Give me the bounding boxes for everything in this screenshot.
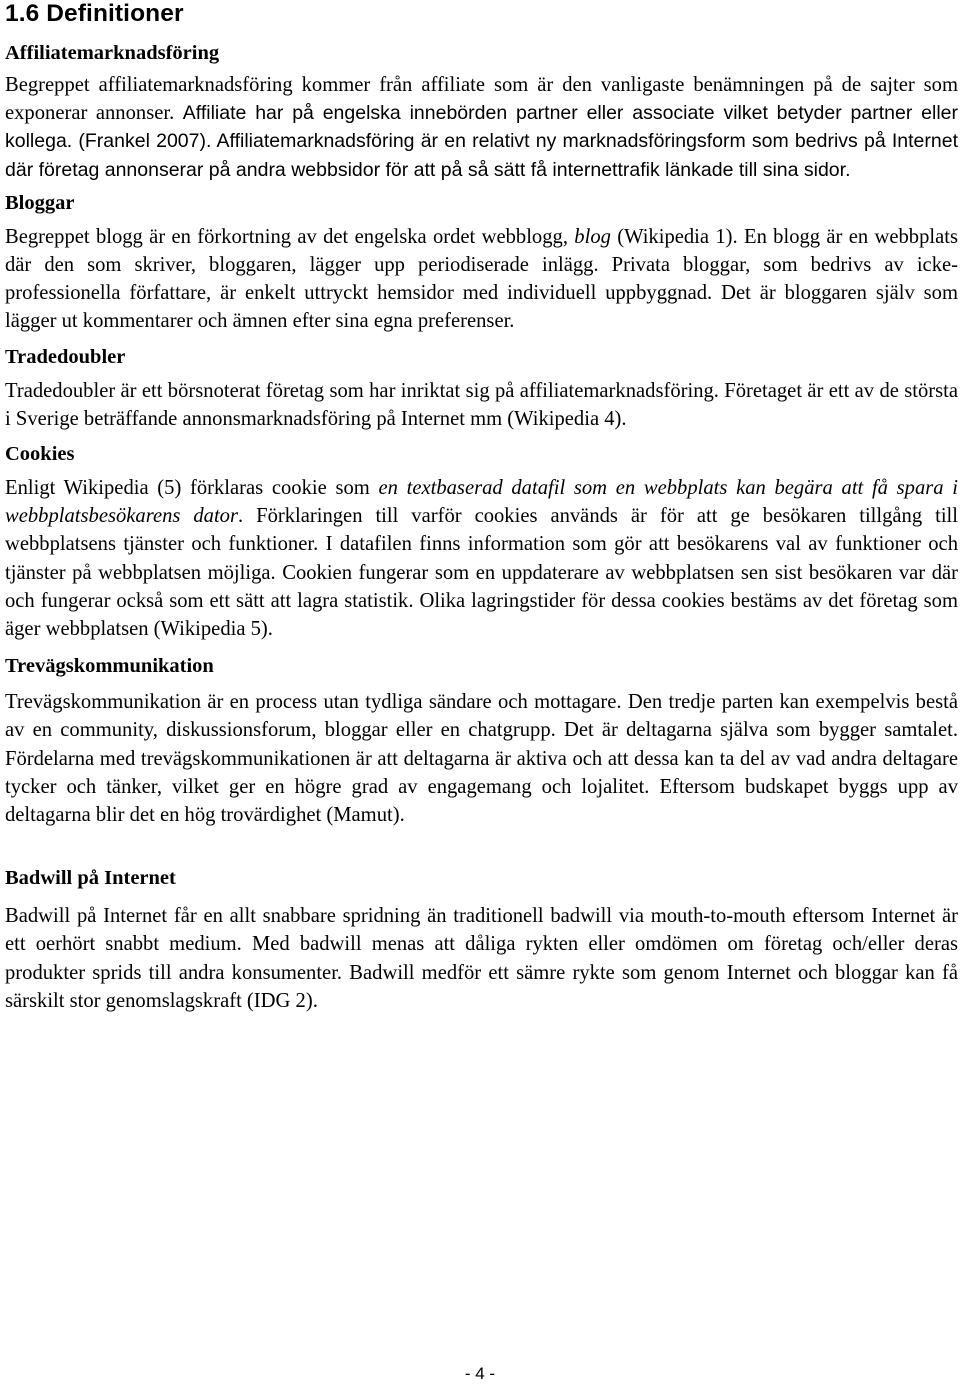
term-heading-bloggar: Bloggar: [5, 191, 75, 214]
term-heading-cookies: Cookies: [5, 443, 75, 466]
definition-text: (Wikipedia 1). En blogg är en webbplats där den som skriver, bloggaren, lägger upp periodiserade inlägg. Privata bloggar, som bedrivs av icke-professionella författare, är enkelt uttryckt hemsidor med individuell uppbyggnad. Det är bloggaren själv som lägger ut kommentarer och ämnen efter sina egna preferenser.: [5, 225, 958, 333]
section-heading: 1.6 Definitioner: [5, 0, 184, 27]
definition-bloggar: [5, 223, 958, 336]
definition-text-serif: Begreppet affiliatemarknadsföring kommer från affiliate som är den vanligaste benämningen på de sajter som exponerar annonser.: [5, 74, 958, 125]
term-heading-trevagskommunikation: Trevägskommunikation: [5, 655, 214, 678]
term-heading-tradedoubler: Tradedoubler: [5, 345, 126, 368]
definition-trevagskommunikation: Trevägskommunikation är en process utan tydliga sändare och mottagare. Den tredje parten kan exempelvis bestå av en community, diskussionsforum, bloggar eller en chatgrupp. Det är deltagarna själva som bygger samtalet. Fördelarna med trevägskommunikationen är att deltagarna är aktiva och att dessa kan ta del av vad andra deltagare tycker och tänker, vilket ger en högre grad av engagemang och lojalitet. Eftersom budskapet byggs upp av deltagarna blir det en hög trovärdighet (Mamut).: [5, 691, 958, 827]
term-heading-badwill: Badwill på Internet: [5, 867, 176, 890]
page-number: - 4 -: [464, 1364, 496, 1383]
term-heading-affiliatemarknadsforing: Affiliatemarknadsföring: [5, 42, 220, 64]
document-page: [5, 0, 958, 1015]
definition-cookies: [5, 474, 958, 643]
definition-text-sans: Affiliate har på engelska innebörden partner eller associate vilket betyder partner eller kollega. (Frankel 2007). Affiliatemarknadsföring är en relativt ny marknadsföringsform som bedrivs på Internet där företag annonserar på andra webbsidor för att på så sätt få internettrafik länkade till sina sidor.: [5, 102, 958, 181]
definition-emphasis: en textbaserad datafil som en webbplats kan begära att få spara i webbplatsbesökarens dator: [5, 477, 958, 528]
definition-text: Enligt Wikipedia (5) förklaras cookie som: [5, 477, 379, 500]
definition-affiliatemarknadsforing: [5, 71, 958, 184]
definition-badwill: Badwill på Internet får en allt snabbare spridning än traditionell badwill via mouth-to-mouth eftersom Internet är ett oerhört snabbt medium. Med badwill menas att dåliga rykten eller omdömen om företag och/eller deras produkter sprids till andra konsumenter. Badwill medför ett sämre rykte som genom Internet och bloggar kan få särskilt stor genomslagskraft (IDG 2).: [5, 905, 958, 1012]
definition-text: . Förklaringen till varför cookies används är för att ge besökaren tillgång till webbplatsens tjänster och funktioner. I datafilen finns information som gör att besökarens val av funktioner och tjänster på webbplatsen möjliga. Cookien fungerar som en uppdaterare av webbplatsen sen sist besökaren var där och fungerar också som ett sätt att lagra statistik. Olika lagringstider för dessa cookies bestäms av det företag som äger webbplatsen (Wikipedia 5).: [5, 505, 958, 641]
definition-emphasis: blog: [574, 225, 611, 248]
definition-text: Begreppet blogg är en förkortning av det engelska ordet webblogg,: [5, 225, 575, 248]
definition-tradedoubler: Tradedoubler är ett börsnoterat företag som har inriktat sig på affiliatemarknadsföring. Företaget är ett av de största i Sverige beträffande annonsmarknadsföring på Internet mm (Wikipedia 4).: [5, 379, 958, 430]
